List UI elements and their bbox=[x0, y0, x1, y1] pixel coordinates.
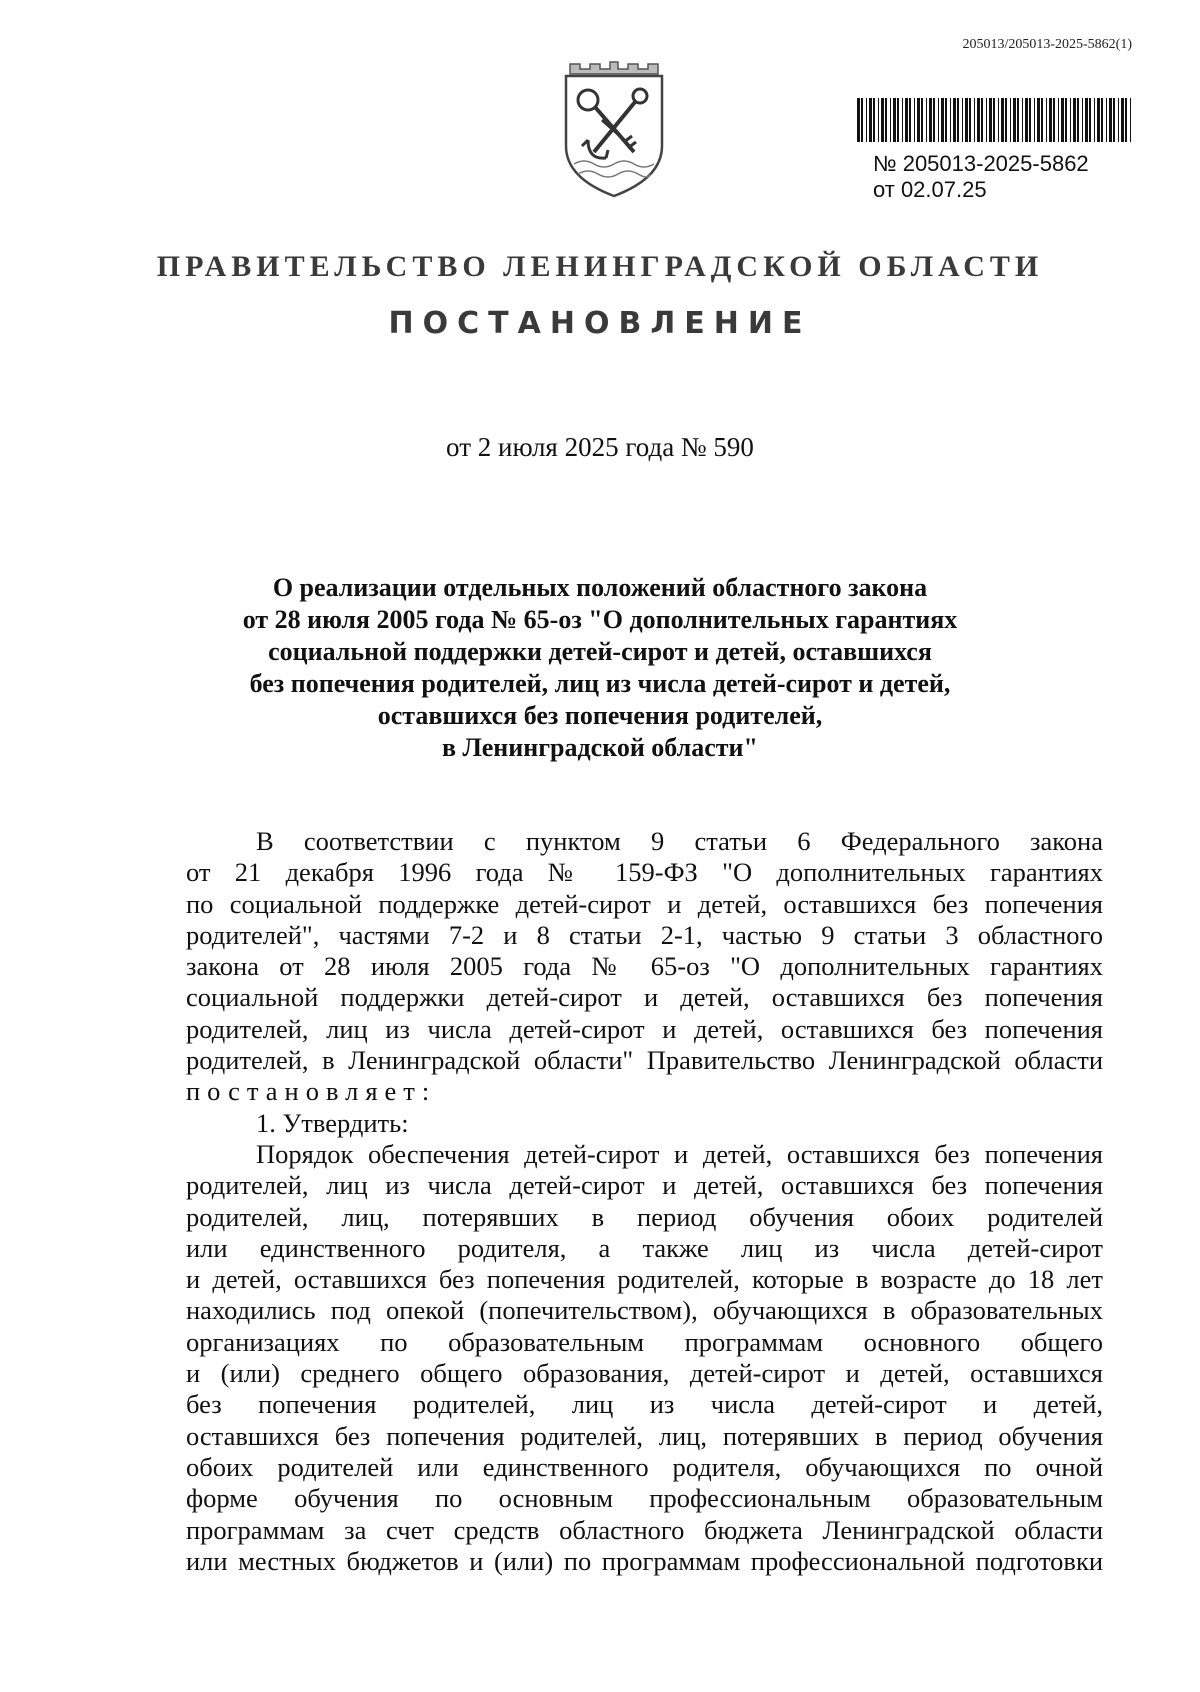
decree-date-number: от 2 июля 2025 года № 590 bbox=[446, 432, 754, 462]
body-line: родителей", частями 7-2 и 8 статьи 2-1, частью 9 статьи 3 областного bbox=[186, 919, 1103, 950]
coat-of-arms-icon bbox=[558, 60, 670, 200]
body-line: по социальной поддержке детей-сирот и детей, оставшихся без попечения bbox=[186, 888, 1103, 919]
body-line: форме обучения по основным профессиональным образовательным bbox=[186, 1483, 1103, 1514]
document-id: 205013/205013-2025-5862(1) bbox=[962, 37, 1132, 52]
title-line: от 28 июля 2005 года № 65-оз "О дополнительных гарантиях bbox=[242, 605, 958, 634]
body-line-resolves: постановляет: bbox=[186, 1076, 437, 1107]
title-line: без попечения родителей, лиц из числа детей-сирот и детей, bbox=[249, 669, 951, 698]
body-line: родителей, лиц, потерявших в период обучения обоих родителей bbox=[186, 1201, 1103, 1232]
title-line: оставшихся без попечения родителей, bbox=[377, 701, 823, 730]
body-line: родителей, лиц из числа детей-сирот и детей, оставшихся без попечения bbox=[186, 1170, 1103, 1201]
title-line: О реализации отдельных положений областного закона bbox=[272, 573, 928, 602]
decree-body bbox=[186, 826, 1103, 1577]
body-line: и (или) среднего общего образования, детей-сирот и детей, оставшихся bbox=[186, 1358, 1103, 1389]
body-line: или местных бюджетов и (или) по программам профессиональной подготовки bbox=[186, 1545, 1103, 1576]
barcode-icon bbox=[855, 98, 1135, 142]
body-line: социальной поддержки детей-сирот и детей, оставшихся без попечения bbox=[186, 982, 1103, 1013]
government-name: ПРАВИТЕЛЬСТВО ЛЕНИНГРАДСКОЙ ОБЛАСТИ bbox=[156, 250, 1044, 283]
body-line: от 21 декабря 1996 года № 159-ФЗ "О дополнительных гарантиях bbox=[186, 857, 1103, 888]
registration-date: от 02.07.25 bbox=[873, 177, 987, 202]
body-line: без попечения родителей, лиц из числа детей-сирот и детей, bbox=[186, 1389, 1103, 1420]
body-line: В соответствии с пунктом 9 статьи 6 Федерального закона bbox=[256, 826, 1103, 856]
body-line: оставшихся без попечения родителей, лиц, потерявших в период обучения bbox=[186, 1420, 1103, 1451]
body-line: и детей, оставшихся без попечения родителей, которые в возрасте до 18 лет bbox=[186, 1264, 1103, 1295]
body-line: обоих родителей или единственного родителя, обучающихся по очной bbox=[186, 1451, 1103, 1482]
body-line: или единственного родителя, а также лиц из числа детей-сирот bbox=[186, 1232, 1103, 1263]
body-line: родителей, в Ленинградской области" Правительство Ленинградской области bbox=[186, 1045, 1103, 1076]
title-line: социальной поддержки детей-сирот и детей, оставшихся bbox=[268, 637, 932, 666]
body-line: родителей, лиц из числа детей-сирот и детей, оставшихся без попечения bbox=[186, 1013, 1103, 1044]
body-line: организациях по образовательным программам основного общего bbox=[186, 1326, 1103, 1357]
registration-stamp bbox=[873, 151, 1089, 203]
body-line-item-1: 1. Утвердить: bbox=[256, 1107, 409, 1138]
decree-title bbox=[0, 572, 1200, 764]
registration-number: № 205013-2025-5862 bbox=[873, 151, 1089, 176]
title-line: в Ленинградской области" bbox=[442, 733, 758, 762]
body-line: находились под опекой (попечительством), обучающихся в образовательных bbox=[186, 1295, 1103, 1326]
body-line: программам за счет средств областного бюджета Ленинградской области bbox=[186, 1514, 1103, 1545]
document-type: ПОСТАНОВЛЕНИЕ bbox=[388, 306, 812, 341]
body-line: закона от 28 июля 2005 года № 65-оз "О дополнительных гарантиях bbox=[186, 951, 1103, 982]
body-line: Порядок обеспечения детей-сирот и детей, оставшихся без попечения bbox=[256, 1138, 1103, 1169]
